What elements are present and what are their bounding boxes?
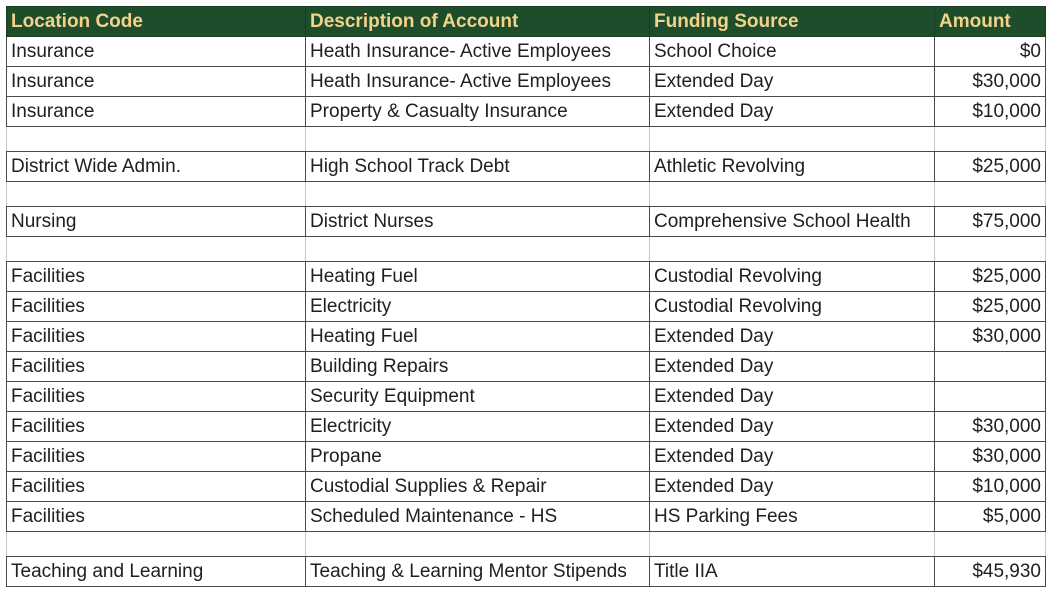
- empty-cell[interactable]: [7, 182, 306, 207]
- amount-cell[interactable]: $5,000: [935, 502, 1046, 532]
- description-cell[interactable]: Heath Insurance- Active Employees: [306, 37, 650, 67]
- empty-cell[interactable]: [306, 182, 650, 207]
- amount-cell[interactable]: [935, 352, 1046, 382]
- description-cell[interactable]: Teaching & Learning Mentor Stipends: [306, 557, 650, 587]
- empty-cell[interactable]: [650, 532, 935, 557]
- table-row: [7, 322, 1046, 352]
- description-cell[interactable]: Building Repairs: [306, 352, 650, 382]
- location-cell[interactable]: Facilities: [7, 502, 306, 532]
- table-row: [7, 152, 1046, 182]
- funding-source-cell[interactable]: Title IIA: [650, 557, 935, 587]
- location-cell[interactable]: Nursing: [7, 207, 306, 237]
- empty-cell[interactable]: [306, 532, 650, 557]
- empty-cell[interactable]: [935, 182, 1046, 207]
- location-cell[interactable]: Facilities: [7, 322, 306, 352]
- location-cell[interactable]: Facilities: [7, 412, 306, 442]
- table-body: [7, 37, 1046, 587]
- description-cell[interactable]: Custodial Supplies & Repair: [306, 472, 650, 502]
- description-cell[interactable]: Security Equipment: [306, 382, 650, 412]
- funding-source-cell[interactable]: Extended Day: [650, 322, 935, 352]
- location-cell[interactable]: Insurance: [7, 37, 306, 67]
- header-description[interactable]: Description of Account: [306, 7, 650, 37]
- amount-cell[interactable]: $10,000: [935, 472, 1046, 502]
- funding-source-cell[interactable]: Comprehensive School Health: [650, 207, 935, 237]
- location-cell[interactable]: Facilities: [7, 292, 306, 322]
- table-row: [7, 67, 1046, 97]
- location-cell[interactable]: Facilities: [7, 352, 306, 382]
- empty-cell[interactable]: [650, 237, 935, 262]
- funding-source-cell[interactable]: Athletic Revolving: [650, 152, 935, 182]
- location-cell[interactable]: Insurance: [7, 67, 306, 97]
- table-row: [7, 207, 1046, 237]
- funding-source-cell[interactable]: Extended Day: [650, 97, 935, 127]
- table-row: [7, 352, 1046, 382]
- empty-cell[interactable]: [935, 127, 1046, 152]
- location-cell[interactable]: District Wide Admin.: [7, 152, 306, 182]
- funding-source-cell[interactable]: Extended Day: [650, 442, 935, 472]
- amount-cell[interactable]: $25,000: [935, 262, 1046, 292]
- spacer-row: [7, 237, 1046, 262]
- amount-cell[interactable]: $30,000: [935, 442, 1046, 472]
- funding-source-cell[interactable]: Extended Day: [650, 67, 935, 97]
- header-funding-source[interactable]: Funding Source: [650, 7, 935, 37]
- empty-cell[interactable]: [306, 237, 650, 262]
- location-cell[interactable]: Facilities: [7, 262, 306, 292]
- funding-source-cell[interactable]: Extended Day: [650, 472, 935, 502]
- amount-cell[interactable]: $10,000: [935, 97, 1046, 127]
- description-cell[interactable]: Heating Fuel: [306, 322, 650, 352]
- empty-cell[interactable]: [650, 182, 935, 207]
- description-cell[interactable]: Property & Casualty Insurance: [306, 97, 650, 127]
- funding-source-cell[interactable]: Custodial Revolving: [650, 262, 935, 292]
- table-row: [7, 502, 1046, 532]
- description-cell[interactable]: Electricity: [306, 412, 650, 442]
- amount-cell[interactable]: $0: [935, 37, 1046, 67]
- budget-table: [6, 6, 1046, 587]
- description-cell[interactable]: Scheduled Maintenance - HS: [306, 502, 650, 532]
- funding-source-cell[interactable]: School Choice: [650, 37, 935, 67]
- amount-cell[interactable]: $30,000: [935, 322, 1046, 352]
- table-row: [7, 262, 1046, 292]
- spacer-row: [7, 532, 1046, 557]
- amount-cell[interactable]: $30,000: [935, 67, 1046, 97]
- funding-source-cell[interactable]: Extended Day: [650, 382, 935, 412]
- description-cell[interactable]: Heating Fuel: [306, 262, 650, 292]
- description-cell[interactable]: Heath Insurance- Active Employees: [306, 67, 650, 97]
- amount-cell[interactable]: $25,000: [935, 292, 1046, 322]
- empty-cell[interactable]: [306, 127, 650, 152]
- empty-cell[interactable]: [650, 127, 935, 152]
- table-row: [7, 292, 1046, 322]
- amount-cell[interactable]: $75,000: [935, 207, 1046, 237]
- amount-cell[interactable]: $25,000: [935, 152, 1046, 182]
- amount-cell[interactable]: [935, 382, 1046, 412]
- header-row: [7, 7, 1046, 37]
- description-cell[interactable]: District Nurses: [306, 207, 650, 237]
- amount-cell[interactable]: $45,930: [935, 557, 1046, 587]
- location-cell[interactable]: Teaching and Learning: [7, 557, 306, 587]
- empty-cell[interactable]: [7, 237, 306, 262]
- location-cell[interactable]: Insurance: [7, 97, 306, 127]
- funding-source-cell[interactable]: Extended Day: [650, 352, 935, 382]
- empty-cell[interactable]: [935, 237, 1046, 262]
- location-cell[interactable]: Facilities: [7, 382, 306, 412]
- table-row: [7, 97, 1046, 127]
- location-cell[interactable]: Facilities: [7, 442, 306, 472]
- header-location-code[interactable]: Location Code: [7, 7, 306, 37]
- empty-cell[interactable]: [7, 127, 306, 152]
- description-cell[interactable]: Electricity: [306, 292, 650, 322]
- table-row: [7, 37, 1046, 67]
- funding-source-cell[interactable]: Extended Day: [650, 412, 935, 442]
- empty-cell[interactable]: [935, 532, 1046, 557]
- description-cell[interactable]: High School Track Debt: [306, 152, 650, 182]
- location-cell[interactable]: Facilities: [7, 472, 306, 502]
- table-row: [7, 557, 1046, 587]
- table-row: [7, 412, 1046, 442]
- empty-cell[interactable]: [7, 532, 306, 557]
- spacer-row: [7, 127, 1046, 152]
- spacer-row: [7, 182, 1046, 207]
- table-row: [7, 442, 1046, 472]
- table-row: [7, 382, 1046, 412]
- description-cell[interactable]: Propane: [306, 442, 650, 472]
- funding-source-cell[interactable]: HS Parking Fees: [650, 502, 935, 532]
- table-row: [7, 472, 1046, 502]
- header-amount[interactable]: Amount: [935, 7, 1046, 37]
- amount-cell[interactable]: $30,000: [935, 412, 1046, 442]
- funding-source-cell[interactable]: Custodial Revolving: [650, 292, 935, 322]
